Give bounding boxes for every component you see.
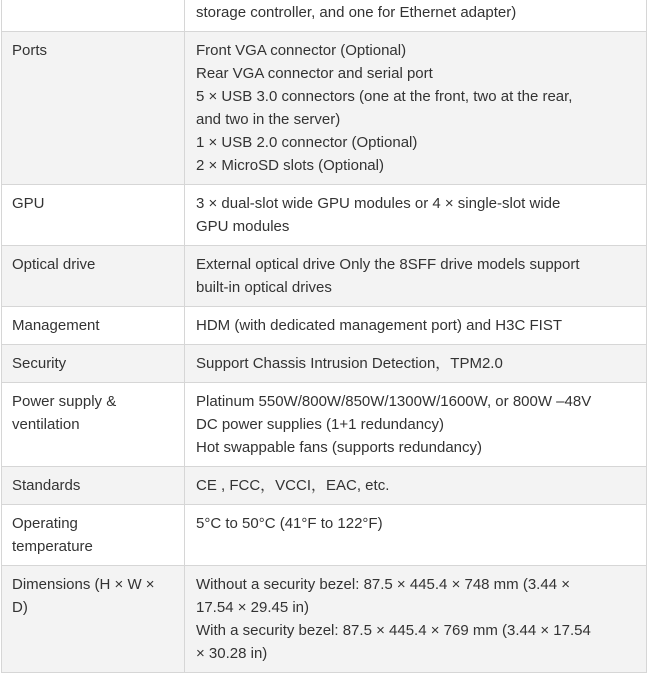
row-value: storage controller, and one for Ethernet adapter) bbox=[185, 0, 647, 32]
row-label: Power supply & ventilation bbox=[2, 383, 185, 467]
row-value: 3 × dual-slot wide GPU modules or 4 × single-slot wide GPU modules bbox=[185, 185, 647, 246]
row-value: External optical drive Only the 8SFF drive models support built-in optical drives bbox=[185, 246, 647, 307]
row-label: Operating temperature bbox=[2, 505, 185, 566]
row-value: Platinum 550W/800W/850W/1300W/1600W, or 800W –48V DC power supplies (1+1 redundancy) Hot swappable fans (supports redundancy) bbox=[185, 383, 647, 467]
table-row bbox=[2, 246, 647, 307]
table-row bbox=[2, 0, 647, 32]
table-row bbox=[2, 32, 647, 185]
table-row bbox=[2, 307, 647, 345]
table-row bbox=[2, 467, 647, 505]
table-row bbox=[2, 345, 647, 383]
row-label: Ports bbox=[2, 32, 185, 185]
row-label: Dimensions (H × W × D) bbox=[2, 566, 185, 673]
row-value: Front VGA connector (Optional) Rear VGA connector and serial port 5 × USB 3.0 connectors (one at the front, two at the rear, and two in the server) 1 × USB 2.0 connector (Optional) 2 × MicroSD slots (Optional) bbox=[185, 32, 647, 185]
row-label bbox=[2, 0, 185, 32]
row-label: Security bbox=[2, 345, 185, 383]
table-row bbox=[2, 185, 647, 246]
row-value: Without a security bezel: 87.5 × 445.4 × 748 mm (3.44 × 17.54 × 29.45 in) With a security bezel: 87.5 × 445.4 × 769 mm (3.44 × 17.54 × 30.28 in) bbox=[185, 566, 647, 673]
row-value: 5°C to 50°C (41°F to 122°F) bbox=[185, 505, 647, 566]
table-row bbox=[2, 505, 647, 566]
row-value: CE , FCC，VCCI，EAC, etc. bbox=[185, 467, 647, 505]
table-row bbox=[2, 383, 647, 467]
row-label: Standards bbox=[2, 467, 185, 505]
row-value: HDM (with dedicated management port) and H3C FIST bbox=[185, 307, 647, 345]
row-label: GPU bbox=[2, 185, 185, 246]
spec-table bbox=[1, 0, 647, 673]
row-label: Optical drive bbox=[2, 246, 185, 307]
table-row bbox=[2, 566, 647, 673]
row-value: Support Chassis Intrusion Detection，TPM2.0 bbox=[185, 345, 647, 383]
row-label: Management bbox=[2, 307, 185, 345]
